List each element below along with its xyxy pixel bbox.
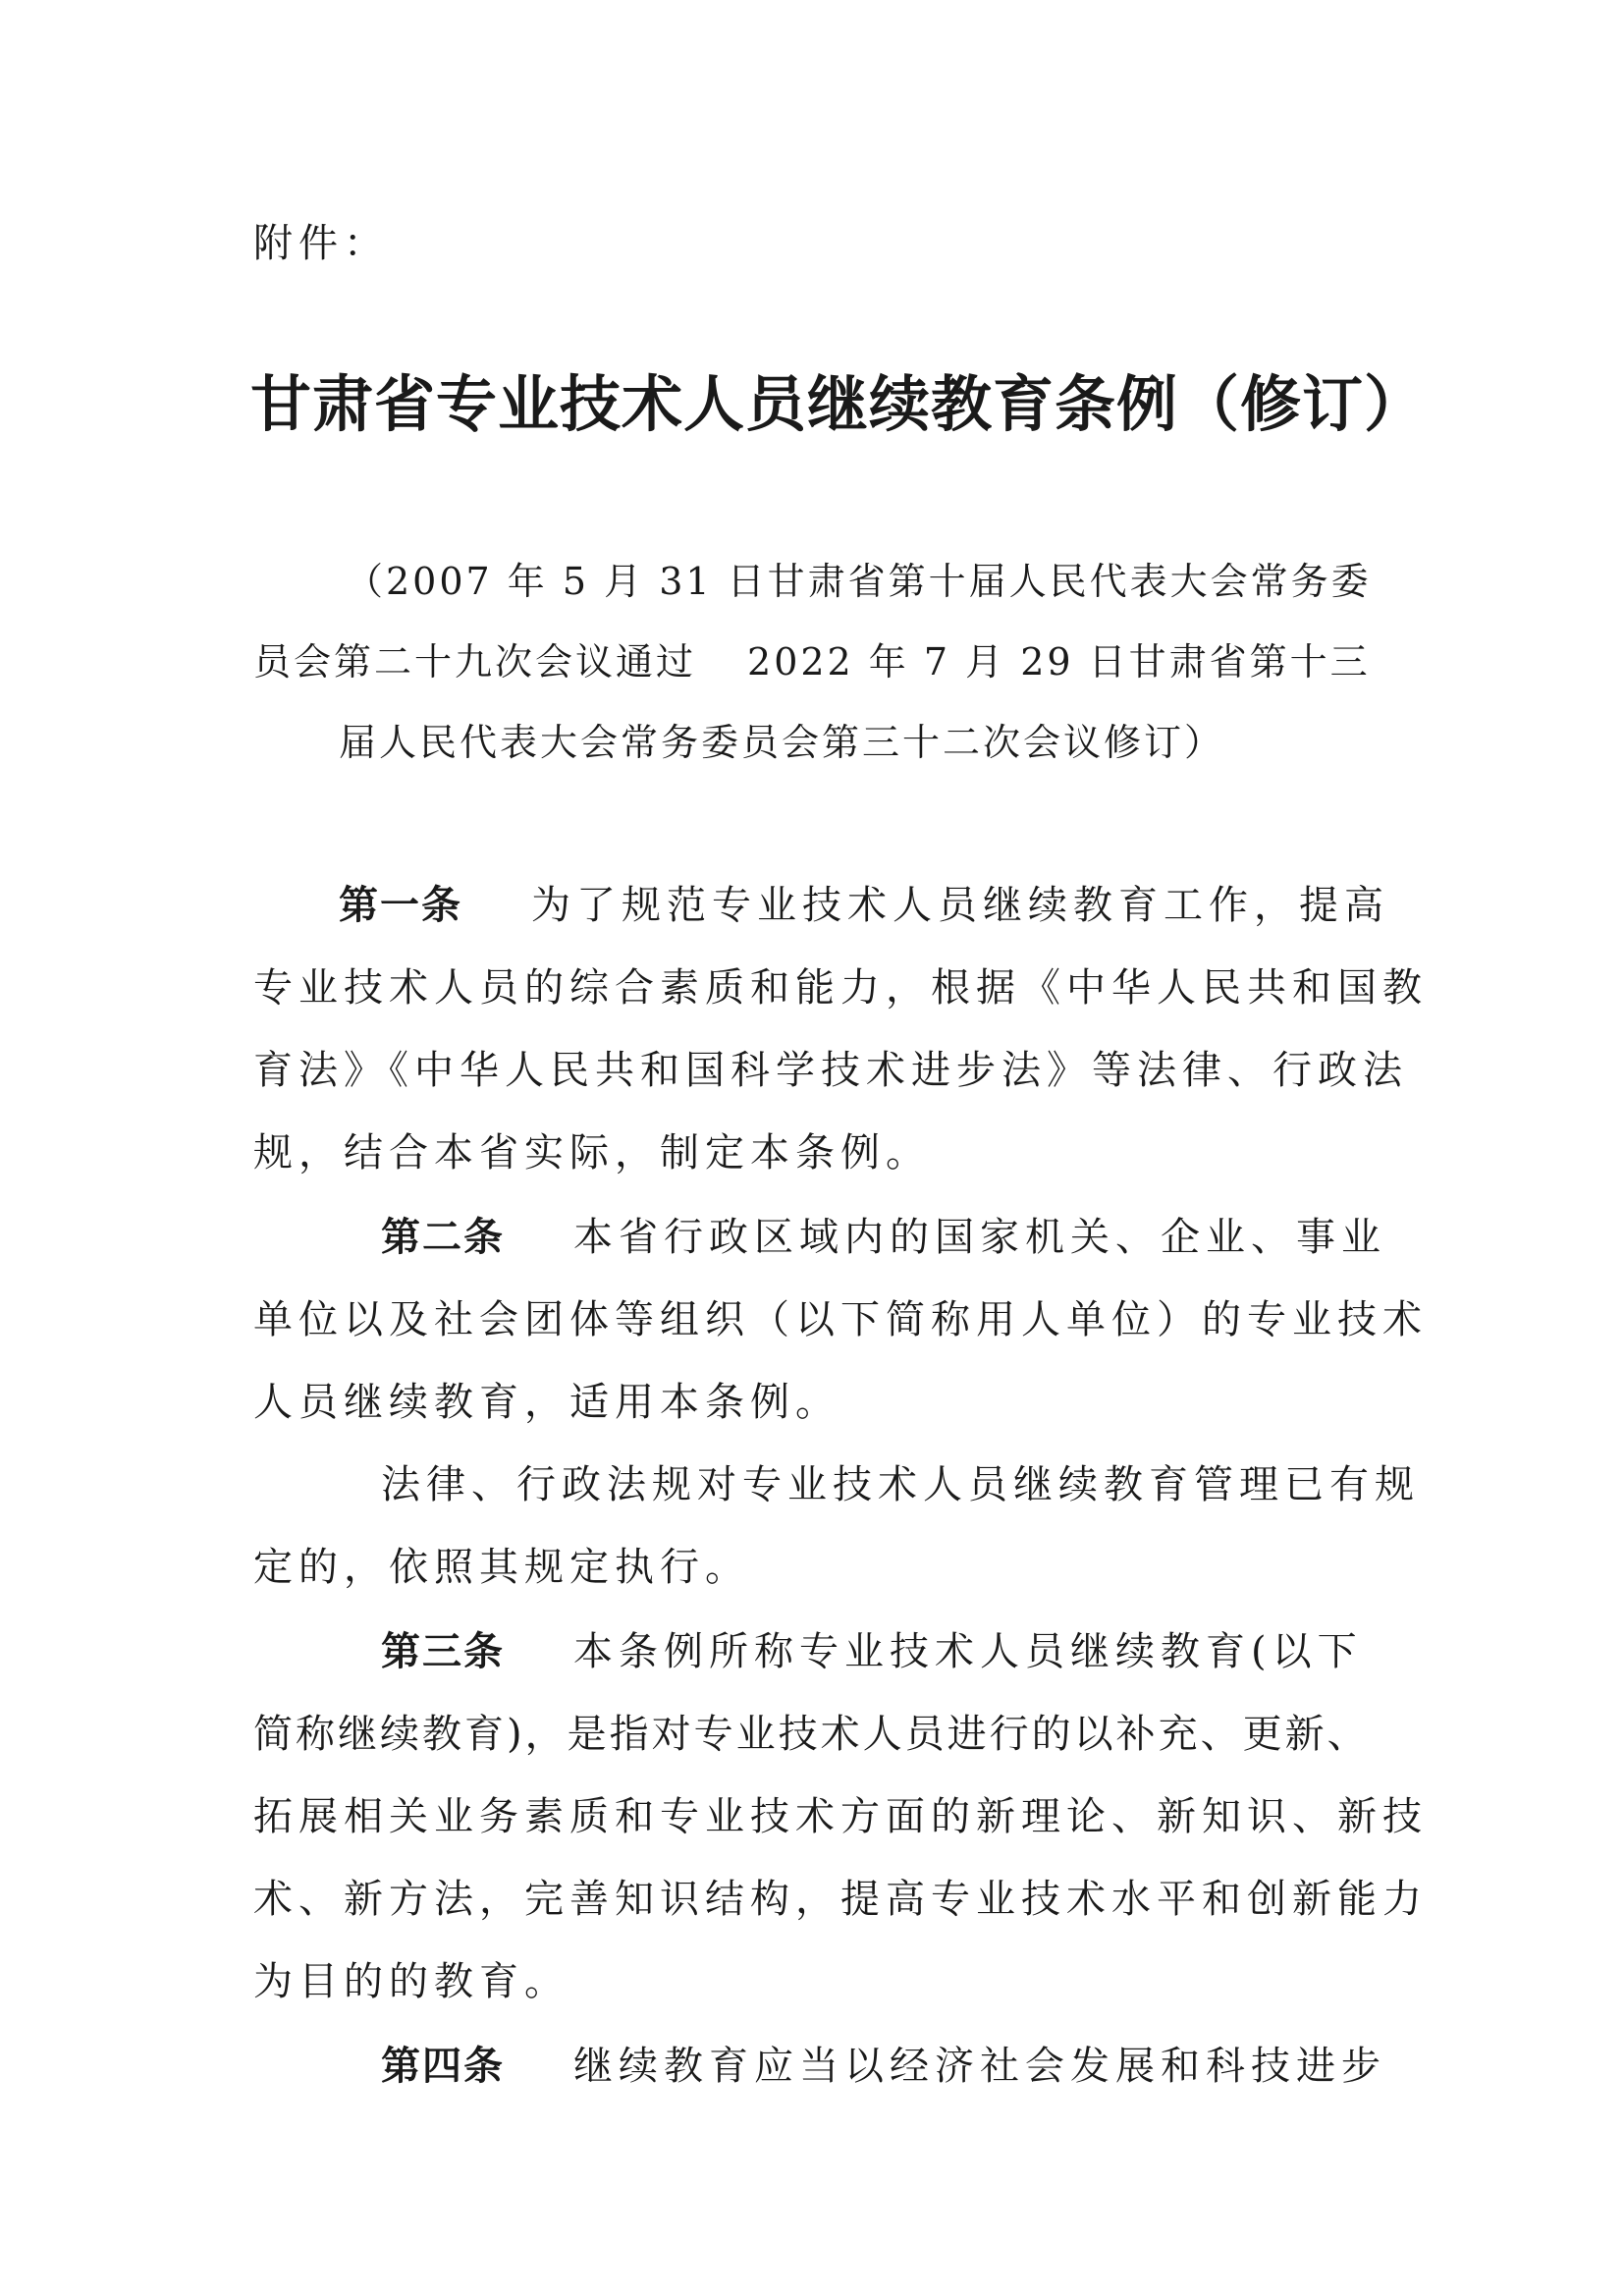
attachment-label: 附件： xyxy=(253,221,389,266)
article-2-line-2: 单位以及社会团体等组织（以下简称用人单位）的专业技术 xyxy=(253,1297,1428,1342)
article-1-line-1: 为了规范专业技术人员继续教育工作，提高 xyxy=(531,883,1389,928)
note-line-2-row xyxy=(253,632,1371,691)
article-2-line-1: 本省行政区域内的国家机关、企业、事业 xyxy=(573,1215,1386,1260)
article-4-line-1: 继续教育应当以经济社会发展和科技进步 xyxy=(573,2044,1386,2089)
article-3-heading: 第三条 xyxy=(381,1629,505,1674)
article-1-line-3: 育法》《中华人民共和国科学技术进步法》等法律、行政法 xyxy=(253,1048,1408,1093)
article-3-line-5: 为目的的教育。 xyxy=(253,1959,569,2004)
article-2-line-5: 定的，依照其规定执行。 xyxy=(253,1545,750,1590)
article-4-first-line xyxy=(381,2037,1386,2096)
article-2-heading: 第二条 xyxy=(381,1215,505,1260)
note-line-2a: 员会第二十九次会议通过 xyxy=(253,640,697,683)
article-3-line-1: 本条例所称专业技术人员继续教育(以下 xyxy=(573,1629,1363,1674)
article-3-line-2: 简称继续教育)，是指对专业技术人员进行的以补充、更新、 xyxy=(253,1712,1370,1757)
article-3-line-4: 术、新方法，完善知识结构，提高专业技术水平和创新能力 xyxy=(253,1877,1428,1922)
article-1-first-line xyxy=(339,876,1389,935)
article-2-first-line xyxy=(381,1208,1386,1267)
article-1-line-4: 规，结合本省实际，制定本条例。 xyxy=(253,1130,931,1175)
article-2-line-3: 人员继续教育，适用本条例。 xyxy=(253,1380,840,1425)
article-3-first-line xyxy=(381,1622,1363,1681)
note-line-2b: 2022 年 7 月 29 日甘肃省第十三 xyxy=(747,640,1371,683)
article-1-line-2: 专业技术人员的综合素质和能力，根据《中华人民共和国教 xyxy=(253,965,1428,1011)
document-title: 甘肃省专业技术人员继续教育条例（修订） xyxy=(250,368,1427,440)
article-1-heading: 第一条 xyxy=(339,883,462,928)
note-line-3: 届人民代表大会常务委员会第三十二次会议修订） xyxy=(339,721,1225,764)
article-2-line-4: 法律、行政法规对专业技术人员继续教育管理已有规 xyxy=(381,1462,1420,1507)
article-4-heading: 第四条 xyxy=(381,2044,505,2089)
article-3-line-3: 拓展相关业务素质和专业技术方面的新理论、新知识、新技 xyxy=(253,1794,1428,1839)
note-line-1: （2007 年 5 月 31 日甘肃省第十届人民代表大会常务委 xyxy=(346,560,1372,603)
